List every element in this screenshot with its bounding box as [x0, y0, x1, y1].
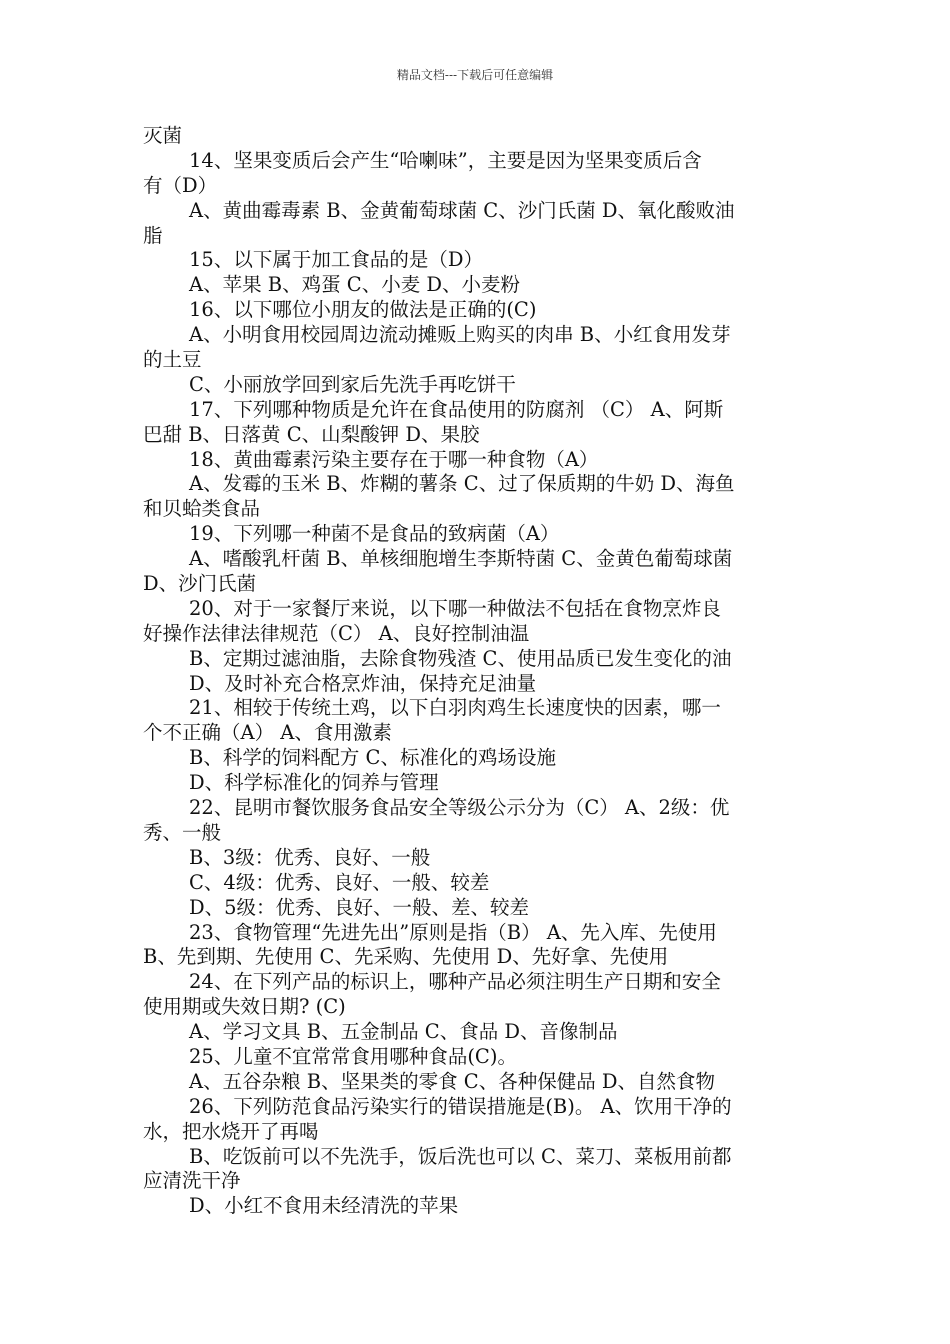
- text-line: 好操作法律法律规范（C） A、良好控制油温: [143, 621, 530, 645]
- text-line: B、定期过滤油脂，去除食物残渣 C、使用品质已发生变化的油: [189, 646, 732, 670]
- text-line: 19、下列哪一种菌不是食品的致病菌（A）: [189, 522, 560, 546]
- text-line: B、吃饭前可以不先洗手，饭后洗也可以 C、菜刀、菜板用前都: [189, 1144, 732, 1168]
- text-line: A、五谷杂粮 B、坚果类的零食 C、各种保健品 D、自然食物: [189, 1069, 716, 1093]
- text-line: D、5级：优秀、良好、一般、差、较差: [189, 895, 530, 919]
- page-header: 精品文档---下载后可任意编辑: [396, 68, 554, 82]
- text-line: 应清洗干净: [143, 1169, 241, 1193]
- text-line: 水，把水烧开了再喝: [143, 1119, 319, 1143]
- text-line: 灭菌: [143, 124, 183, 147]
- text-line: 巴甜 B、日落黄 C、山梨酸钾 D、果胶: [143, 422, 480, 446]
- text-line: 20、对于一家餐厅来说，以下哪一种做法不包括在食物烹炸良: [189, 596, 721, 620]
- text-line: 24、在下列产品的标识上，哪种产品必须注明生产日期和安全: [189, 970, 721, 994]
- text-line: B、先到期、先使用 C、先采购、先使用 D、先好拿、先使用: [143, 945, 669, 969]
- text-line: 22、昆明市餐饮服务食品安全等级公示分为（C） A、2级：优: [189, 796, 730, 820]
- text-line: 23、食物管理“先进先出”原则是指（B） A、先入库、先使用: [189, 920, 717, 944]
- text-line: 使用期或失效日期? (C): [143, 995, 346, 1019]
- text-line: 的土豆: [143, 348, 202, 372]
- text-line: A、苹果 B、鸡蛋 C、小麦 D、小麦粉: [189, 273, 521, 297]
- text-line: 16、以下哪位小朋友的做法是正确的(C): [189, 298, 537, 322]
- text-line: 21、相较于传统土鸡，以下白羽肉鸡生长速度快的因素，哪一: [189, 696, 721, 720]
- text-line: C、4级：优秀、良好、一般、较差: [189, 870, 490, 894]
- text-line: A、发霉的玉米 B、炸糊的薯条 C、过了保质期的牛奶 D、海鱼: [189, 472, 735, 496]
- text-line: A、黄曲霉毒素 B、金黄葡萄球菌 C、沙门氏菌 D、氧化酸败油: [189, 198, 735, 222]
- text-line: 17、下列哪种物质是允许在食品使用的防腐剂 （C） A、阿斯: [189, 397, 724, 421]
- text-line: 14、坚果变质后会产生“哈喇味”，主要是因为坚果变质后含: [189, 148, 702, 172]
- text-line: A、学习文具 B、五金制品 C、食品 D、音像制品: [189, 1020, 618, 1044]
- text-line: A、小明食用校园周边流动摊贩上购买的肉串 B、小红食用发芽: [189, 323, 731, 347]
- text-line: D、小红不食用未经清洗的苹果: [189, 1194, 459, 1218]
- text-line: 25、儿童不宜常常食用哪种食品(C)。: [189, 1044, 517, 1068]
- text-line: B、科学的饲料配方 C、标准化的鸡场设施: [189, 746, 556, 770]
- text-line: 和贝蛤类食品: [143, 497, 261, 521]
- text-line: 15、以下属于加工食品的是（D）: [189, 248, 483, 272]
- text-line: D、及时补充合格烹炸油，保持充足油量: [189, 671, 537, 695]
- document-body: [143, 124, 808, 1219]
- text-line: D、科学标准化的饲养与管理: [189, 771, 439, 795]
- text-line: 26、下列防范食品污染实行的错误措施是(B)。 A、饮用干净的: [189, 1094, 732, 1118]
- text-line: 秀、一般: [143, 820, 222, 844]
- text-line: 个不正确（A） A、食用激素: [143, 721, 392, 745]
- text-line: A、嗜酸乳杆菌 B、单核细胞增生李斯特菌 C、金黄色葡萄球菌: [189, 547, 733, 571]
- text-line: D、沙门氏菌: [143, 572, 257, 596]
- text-line: B、3级：优秀、良好、一般: [189, 845, 431, 869]
- text-line: C、小丽放学回到家后先洗手再吃饼干: [189, 372, 516, 396]
- text-line: 有（D）: [143, 173, 218, 197]
- text-line: 18、黄曲霉素污染主要存在于哪一种食物（A）: [189, 447, 599, 471]
- text-line: 脂: [143, 223, 163, 247]
